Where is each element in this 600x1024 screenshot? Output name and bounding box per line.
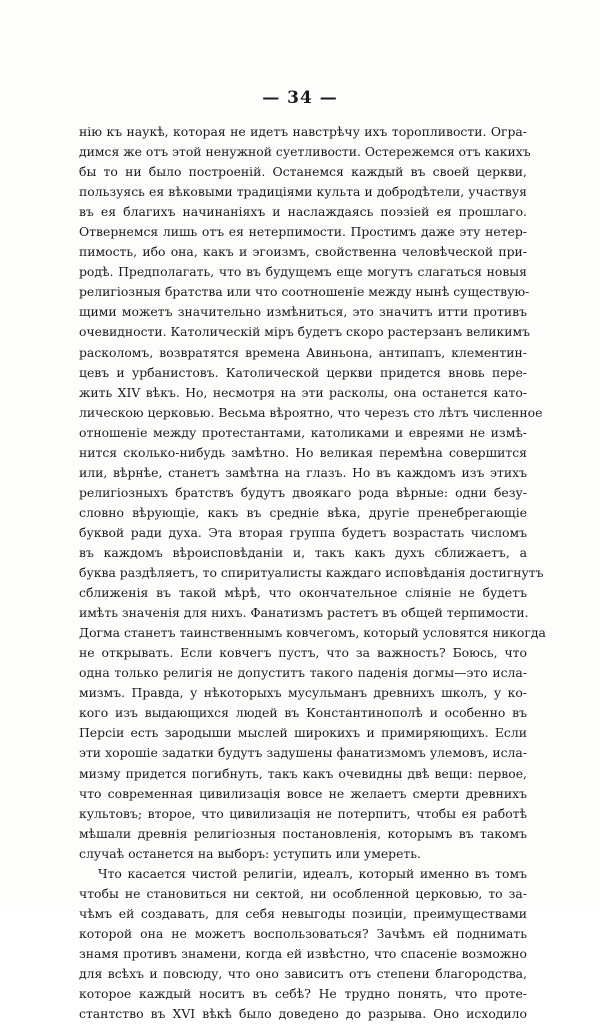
text-line: кого изъ выдающихся людей въ Константинополѣ и особенно въ bbox=[79, 705, 527, 721]
text-line: въ каждомъ вѣроисповѣданіи и, такъ какъ духъ сближаетъ, а bbox=[79, 544, 527, 560]
paragraph-end-line: случаѣ останется на выборъ: уступить или умереть. bbox=[79, 845, 421, 861]
text-line: въ ея благихъ начинаніяхъ и наслаждаясь поэзіей ея прошлаго. bbox=[79, 204, 527, 220]
text-line: мизму придется погибнуть, такъ какъ очевидны двѣ вещи: первое, bbox=[79, 765, 527, 781]
page-number: — 34 — bbox=[262, 88, 338, 108]
text-line: лическою церковью. Весьма вѣроятно, что черезъ сто лѣтъ численное bbox=[79, 404, 543, 420]
text-line: пользуясь ея вѣковыми традиціями культа и добродѣтели, участвуя bbox=[79, 184, 527, 200]
text-line: очевидности. Католическій міръ будетъ скоро растерзанъ великимъ bbox=[79, 324, 531, 340]
text-line: имѣть значенія для нихъ. Фанатизмъ растетъ въ общей терпимости. bbox=[79, 605, 529, 621]
text-line: щими можетъ значительно измѣниться, это значитъ итти противъ bbox=[79, 304, 527, 320]
text-line: буквой ради духа. Эта вторая группа будетъ возрастать числомъ bbox=[79, 524, 527, 540]
text-line: мизмъ. Правда, у нѣкоторыхъ мусульманъ древнихъ школъ, у ко- bbox=[79, 685, 527, 701]
text-line: Отвернемся лишь отъ ея нетерпимости. Простимъ даже эту нетер- bbox=[79, 224, 527, 240]
text-line: мѣшали древнія религіозныя постановленія, которымъ въ такомъ bbox=[79, 825, 527, 841]
text-line: одна только религія не допуститъ такого паденія догмы—это исла- bbox=[79, 665, 527, 681]
paragraph-start-line: Что касается чистой религіи, идеалъ, который именно въ томъ bbox=[98, 865, 527, 881]
text-line: словно вѣрующіе, какъ въ средніе вѣка, другіе пренебрегающіе bbox=[79, 504, 527, 520]
text-line: эти хорошіе задатки будутъ задушены фанатизмомъ улемовъ, ислa- bbox=[79, 745, 527, 761]
text-line: расколомъ, возвратятся времена Авиньона, антипапъ, клементин- bbox=[79, 344, 527, 360]
text-line: что современная цивилизація вовсе не желаетъ смерти древнихъ bbox=[79, 785, 527, 801]
text-line: чѣмъ ей создавать, для себя невыгоды позиціи, преимуществами bbox=[79, 905, 527, 921]
text-line: Персіи есть зародыши мыслей широкихъ и примиряющихъ. Если bbox=[79, 725, 527, 741]
text-line: для всѣхъ и повсюду, что оно зависитъ отъ степени благородства, bbox=[79, 965, 527, 981]
text-line: религіозныхъ братствъ будутъ двоякаго рода вѣрные: одни безу- bbox=[79, 484, 527, 500]
text-line: стантство въ XVI вѣкѣ было доведено до разрыва. Оно исходило bbox=[79, 1006, 527, 1022]
text-line: которой она не можетъ воспользоваться? Зачѣмъ ей поднимать bbox=[79, 925, 527, 941]
text-line: родѣ. Предполагать, что въ будущемъ еще могутъ слагаться новыя bbox=[79, 264, 527, 280]
text-line: нію къ наукѣ, которая не идетъ навстрѣчу ихъ торопливости. Огра- bbox=[79, 124, 527, 139]
text-line: димся же отъ этой ненужной суетливости. Остережемся отъ какихъ bbox=[79, 144, 531, 160]
text-line: которое каждый носитъ въ себѣ? Не трудно понять, что проте- bbox=[79, 986, 527, 1002]
text-line: Догма станетъ таинственнымъ ковчегомъ, который условятся никогда bbox=[79, 625, 546, 641]
text-line: культовъ; второе, что цивилизація не потерпитъ, чтобы ея работѣ bbox=[79, 805, 527, 821]
text-body bbox=[79, 122, 546, 1024]
text-line: нится сколько-нибудь замѣтно. Но великая перемѣна совершится bbox=[79, 444, 527, 460]
text-line: чтобы не становиться ни сектой, ни особленной церковью, то за- bbox=[79, 885, 527, 901]
text-line: не открывать. Если ковчегъ пустъ, что за важность? Боюсь, что bbox=[79, 645, 527, 661]
text-line: знамя противъ знамени, когда ей извѣстно, что спасеніе возможно bbox=[79, 945, 527, 961]
text-line: жить XIV вѣкъ. Но, несмотря на эти расколы, она останется като- bbox=[79, 384, 527, 400]
text-line: сближенія въ такой мѣрѣ, что окончательное сліяніе не будетъ bbox=[79, 585, 527, 601]
text-line: бы то ни было построеній. Останемся каждый въ своей церкви, bbox=[79, 164, 527, 180]
text-line: религіозныя братства или что соотношеніе между нынѣ существую- bbox=[79, 284, 530, 300]
text-line: или, вѣрнѣе, станетъ замѣтна на глазъ. Но въ каждомъ изъ этихъ bbox=[79, 464, 527, 480]
text-line: цевъ и урбанистовъ. Католической церкви придется вновь пере- bbox=[79, 364, 527, 380]
text-line: буква раздѣляетъ, то спиритуалисты каждаго исповѣданія достигнутъ bbox=[79, 565, 544, 581]
text-line: отношеніе между протестантами, католиками и евреями не измѣ- bbox=[79, 424, 527, 440]
text-line: пимость, ибо она, какъ и эгоизмъ, свойственна человѣческой при- bbox=[79, 244, 527, 260]
